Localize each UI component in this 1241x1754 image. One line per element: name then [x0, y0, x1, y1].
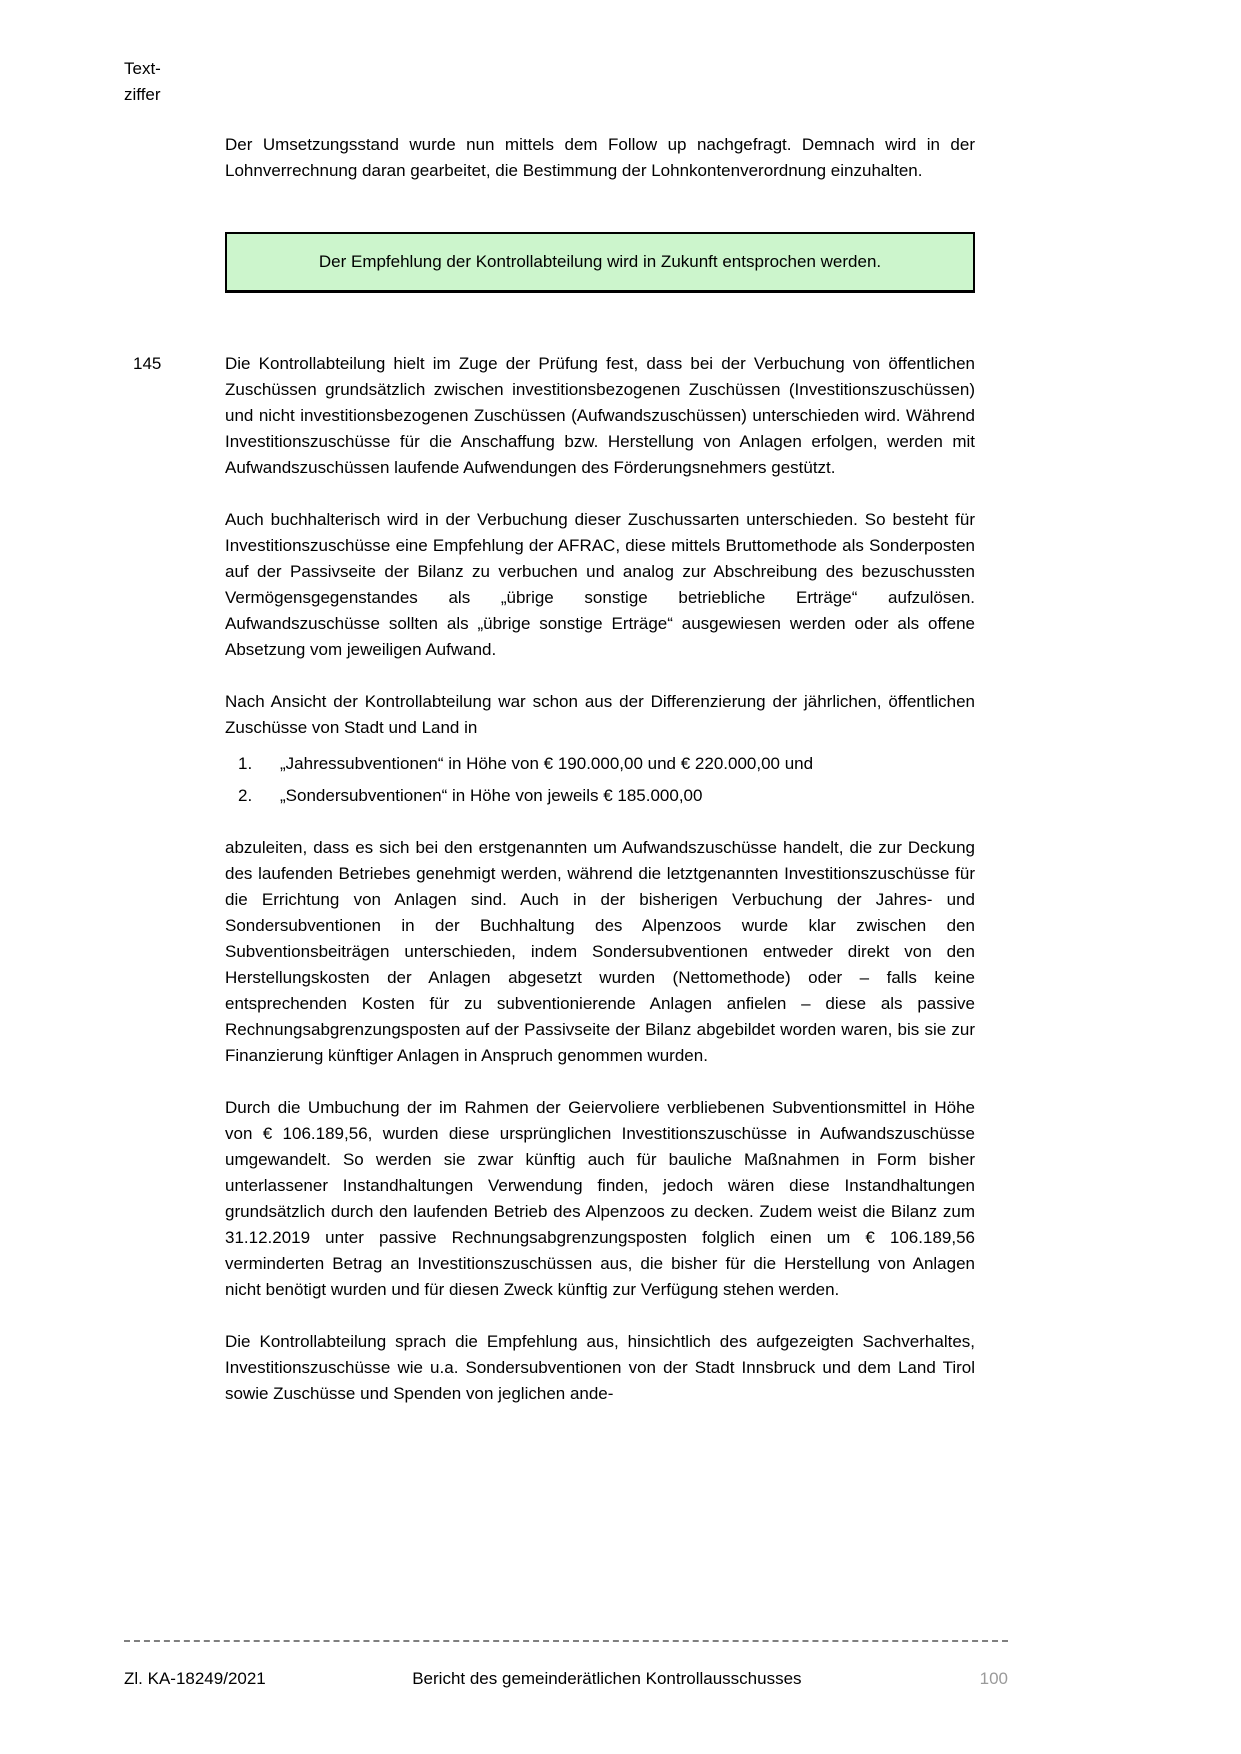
- footer-reference: Zl. KA-18249/2021: [124, 1669, 266, 1688]
- body-column: [133, 132, 975, 1407]
- column-header-line2: ziffer: [124, 85, 161, 104]
- page-footer: [124, 1640, 1008, 1692]
- list-item-marker: 1.: [238, 754, 253, 773]
- list-item-marker: 2.: [238, 786, 253, 805]
- column-header-textziffer: [124, 56, 161, 108]
- list-item-text: „Sondersubventionen“ in Höhe von jeweils € 185.000,00: [280, 786, 703, 805]
- footer-document-title: Bericht des gemeinderätlichen Kontrollausschusses: [412, 1669, 802, 1688]
- section-paragraph-3: Nach Ansicht der Kontrollabteilung war schon aus der Differenzierung der jährlichen, öffentlichen Zuschüsse von Stadt und Land in: [225, 692, 975, 737]
- section-paragraph-1: Die Kontrollabteilung hielt im Zuge der Prüfung fest, dass bei der Verbuchung von öffentlichen Zuschüssen grundsätzlich zwischen investitionsbezogenen Zuschüssen (Investitionszuschüssen) und nicht investitionsbezogenen Zuschüssen (Aufwandszuschüssen) unterschieden wird. Während Investitionszuschüsse für die Anschaffung bzw. Herstellung von Anlagen erfolgen, werden mit Aufwandszuschüssen laufende Aufwendungen des Förderungsnehmers gestützt.: [225, 354, 975, 477]
- list-item-text: „Jahressubventionen“ in Höhe von € 190.000,00 und € 220.000,00 und: [280, 754, 814, 773]
- section-paragraph-6: Die Kontrollabteilung sprach die Empfehlung aus, hinsichtlich des aufgezeigten Sachverhaltes, Investitionszuschüsse wie u.a. Sondersubventionen von der Stadt Innsbruck und dem Land Tirol sowie Zuschüsse und Spenden von jeglichen ande-: [225, 1332, 975, 1403]
- section-paragraph-5: Durch die Umbuchung der im Rahmen der Geiervoliere verbliebenen Subventionsmittel in Höhe von € 106.189,56, wurden diese ursprünglichen Investitionszuschüsse in Aufwandszuschüsse umgewandelt. So werden sie zwar künftig auch für bauliche Maßnahmen in Form bisher unterlassener Instandhaltungen Verwendung finden, jedoch wären diese Instandhaltungen grundsätzlich durch den laufenden Betrieb des Alpenzoos zu decken. Zudem weist die Bilanz zum 31.12.2019 unter passive Rechnungsabgrenzungsposten folglich einen um € 106.189,56 verminderten Betrag an Investitionszuschüssen aus, die bisher für die Herstellung von Anlagen nicht benötigt wurden und für diesen Zweck künftig zur Verfügung stehen werden.: [225, 1098, 975, 1299]
- footer-page-number: 100: [979, 1669, 1008, 1688]
- section-paragraph-2: Auch buchhalterisch wird in der Verbuchung dieser Zuschussarten unterschieden. So besteht für Investitionszuschüsse eine Empfehlung der AFRAC, diese mittels Bruttomethode als Sonderposten auf der Passivseite der Bilanz zu verbuchen und analog zur Abschreibung des bezuschussten Vermögensgegenstandes als „übrige sonstige betriebliche Erträge“ aufzulösen. Aufwandszuschüsse sollten als „übrige sonstige Erträge“ ausgewiesen werden oder als offene Absetzung vom jeweiligen Aufwand.: [225, 510, 975, 659]
- section-paragraph-4: abzuleiten, dass es sich bei den erstgenannten um Aufwandszuschüsse handelt, die zur Deckung des laufenden Betriebes genehmigt werden, während die letztgenannten Investitionszuschüsse für die Errichtung von Anlagen sind. Auch in der bisherigen Verbuchung der Jahres- und Sondersubventionen in der Buchhaltung des Alpenzoos wurde klar zwischen den Subventionsbeiträgen unterschieden, indem Sondersubventionen entweder direkt von den Herstellungskosten der Anlagen abgesetzt wurden (Nettomethode) oder – falls keine entsprechenden Kosten für zu subventionierende Anlagen anfielen – diese als passive Rechnungsabgrenzungsposten auf der Passivseite der Bilanz abgebildet worden waren, bis sie zur Finanzierung künftiger Anlagen in Anspruch genommen wurden.: [225, 838, 975, 1065]
- footer-row: [124, 1666, 1008, 1692]
- list-item: [238, 751, 975, 777]
- section-145: [133, 351, 975, 1407]
- intro-paragraph: Der Umsetzungsstand wurde nun mittels dem Follow up nachgefragt. Demnach wird in der Lohnverrechnung daran gearbeitet, die Bestimmung der Lohnkontenverordnung einzuhalten.: [225, 135, 975, 180]
- column-header-line1: Text-: [124, 59, 161, 78]
- subvention-list: [225, 751, 975, 809]
- recommendation-box: [225, 232, 975, 293]
- list-item: [238, 783, 975, 809]
- recommendation-text: Der Empfehlung der Kontrollabteilung wird in Zukunft entsprochen werden.: [318, 252, 882, 271]
- textziffer-number: 145: [133, 354, 162, 373]
